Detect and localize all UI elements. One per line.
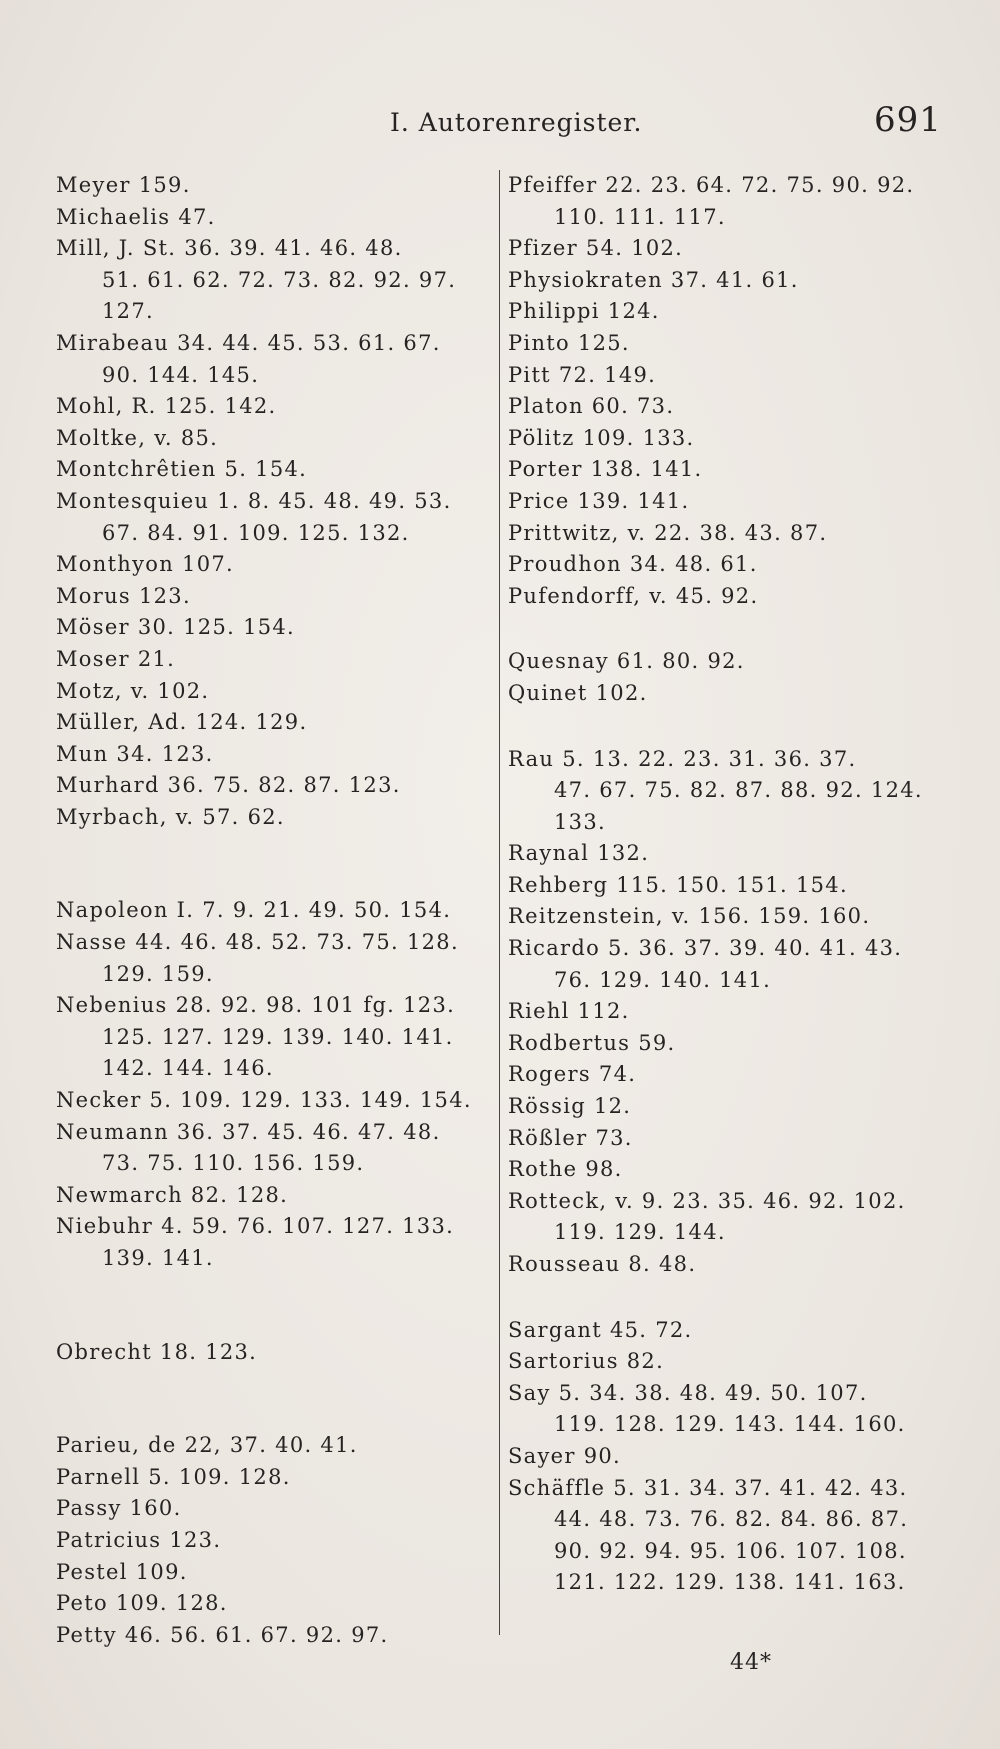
entry-line: Pfizer 54. 102. [508, 236, 684, 261]
index-entry [56, 927, 476, 990]
index-entry [56, 802, 476, 834]
entry-line: Quinet 102. [508, 680, 648, 705]
entry-line: Parieu, de 22, 37. 40. 41. [56, 1433, 358, 1458]
index-entry [56, 1620, 476, 1652]
entry-line: Newmarch 82. 128. [56, 1182, 289, 1207]
entry-line: Niebuhr 4. 59. 76. 107. 127. 133. [56, 1214, 455, 1239]
index-entry [508, 1346, 948, 1378]
entry-line: Moltke, v. 85. [56, 425, 219, 450]
entry-line: Philippi 124. [508, 299, 660, 324]
entry-line: 133. [554, 809, 606, 834]
section-gap [56, 1368, 476, 1430]
index-entry [508, 233, 948, 265]
index-entry [508, 1378, 948, 1441]
index-entry [56, 1211, 476, 1274]
index-entry [56, 1085, 476, 1117]
index-entry [508, 901, 948, 933]
entry-line: Napoleon I. 7. 9. 21. 49. 50. 154. [56, 898, 452, 923]
index-entry [508, 1249, 948, 1281]
index-entry [56, 454, 476, 486]
index-entry [56, 1462, 476, 1494]
entry-line: Rodbertus 59. [508, 1030, 676, 1055]
index-entry [508, 838, 948, 870]
entry-line: 119. 128. 129. 143. 144. 160. [554, 1412, 906, 1437]
index-entry [56, 990, 476, 1085]
index-entry [508, 423, 948, 455]
index-entry [508, 1091, 948, 1123]
index-entry [56, 707, 476, 739]
index-entry [508, 933, 948, 996]
index-entry [508, 870, 948, 902]
index-entry [508, 744, 948, 839]
index-entry [508, 1059, 948, 1091]
entry-line: Nebenius 28. 92. 98. 101 fg. 123. [56, 993, 456, 1018]
entry-line: Pinto 125. [508, 330, 630, 355]
entry-line: 51. 61. 62. 72. 73. 82. 92. 97. [102, 267, 457, 292]
index-entry [56, 1117, 476, 1180]
index-entry [56, 644, 476, 676]
index-entry [508, 1441, 948, 1473]
section-gap [56, 833, 476, 895]
entry-line: Sartorius 82. [508, 1349, 665, 1374]
entry-line: Pölitz 109. 133. [508, 425, 695, 450]
entry-line: Pitt 72. 149. [508, 362, 657, 387]
index-entry [56, 1493, 476, 1525]
entry-line: Mirabeau 34. 44. 45. 53. 61. 67. [56, 330, 441, 355]
entry-line: Mohl, R. 125. 142. [56, 394, 277, 419]
entry-line: Rousseau 8. 48. [508, 1252, 697, 1276]
entry-line: Price 139. 141. [508, 488, 690, 513]
entry-line: Sargant 45. 72. [508, 1317, 693, 1342]
entry-line: Moser 21. [56, 646, 176, 671]
entry-line: 47. 67. 75. 82. 87. 88. 92. 124. [554, 778, 923, 803]
index-entry [508, 1154, 948, 1186]
running-head: I. Autorenregister. [390, 108, 643, 137]
entry-line: Rößler 73. [508, 1125, 633, 1150]
entry-line: Rothe 98. [508, 1157, 623, 1182]
entry-line: Rössig 12. [508, 1094, 632, 1119]
entry-line: Möser 30. 125. 154. [56, 615, 296, 640]
entry-line: Reitzenstein, v. 156. 159. 160. [508, 904, 871, 929]
index-entry [56, 391, 476, 423]
index-entry [56, 423, 476, 455]
entry-line: Myrbach, v. 57. 62. [56, 804, 285, 829]
entry-line: Pufendorff, v. 45. 92. [508, 583, 759, 608]
entry-line: Peto 109. 128. [56, 1591, 228, 1616]
index-entry [508, 1315, 948, 1347]
entry-line: Obrecht 18. 123. [56, 1339, 258, 1364]
page-number: 691 [874, 100, 942, 140]
index-entry [508, 265, 948, 297]
index-entry [508, 1123, 948, 1155]
index-entry [56, 1557, 476, 1589]
entry-line: Monthyon 107. [56, 552, 234, 577]
entry-line: Pestel 109. [56, 1559, 188, 1584]
entry-line: 127. [102, 299, 154, 324]
entry-line: 73. 75. 110. 156. 159. [102, 1151, 365, 1176]
index-entry [508, 170, 948, 233]
entry-line: 139. 141. [102, 1246, 214, 1270]
entry-line: Müller, Ad. 124. 129. [56, 710, 308, 735]
entry-line: Platon 60. 73. [508, 394, 675, 419]
index-entry [56, 612, 476, 644]
section-gap [56, 1275, 476, 1337]
entry-line: Mun 34. 123. [56, 741, 214, 766]
index-entry [56, 1430, 476, 1462]
index-entry [56, 549, 476, 581]
index-entry [508, 486, 948, 518]
entry-line: 121. 122. 129. 138. 141. 163. [554, 1570, 906, 1595]
entry-line: Montchrêtien 5. 154. [56, 457, 308, 482]
left-column [56, 170, 476, 1651]
index-entry [56, 1525, 476, 1557]
right-column [508, 170, 948, 1599]
entry-line: Parnell 5. 109. 128. [56, 1464, 291, 1489]
index-entry [508, 518, 948, 550]
entry-line: Schäffle 5. 31. 34. 37. 41. 42. 43. [508, 1475, 908, 1500]
column-divider [499, 170, 500, 1635]
index-entry [56, 739, 476, 771]
section-gap [508, 710, 948, 744]
index-entry [56, 486, 476, 549]
index-entry [508, 1186, 948, 1249]
entry-line: Porter 138. 141. [508, 457, 703, 482]
entry-line: Raynal 132. [508, 841, 650, 866]
entry-line: Say 5. 34. 38. 48. 49. 50. 107. [508, 1380, 868, 1405]
index-entry [56, 170, 476, 202]
index-entry [508, 360, 948, 392]
entry-line: Rau 5. 13. 22. 23. 31. 36. 37. [508, 746, 857, 771]
entry-line: 129. 159. [102, 961, 214, 986]
entry-line: 119. 129. 144. [554, 1220, 726, 1245]
entry-line: 90. 144. 145. [102, 362, 260, 387]
index-entry [508, 996, 948, 1028]
entry-line: 44. 48. 73. 76. 82. 84. 86. 87. [554, 1507, 909, 1532]
entry-line: Petty 46. 56. 61. 67. 92. 97. [56, 1622, 389, 1647]
entry-line: Sayer 90. [508, 1443, 622, 1468]
index-entry [508, 1473, 948, 1599]
index-entry [508, 1028, 948, 1060]
entry-line: Rotteck, v. 9. 23. 35. 46. 92. 102. [508, 1188, 906, 1213]
entry-line: Morus 123. [56, 583, 191, 608]
index-entry [56, 770, 476, 802]
index-entry [56, 202, 476, 234]
entry-line: 90. 92. 94. 95. 106. 107. 108. [554, 1538, 907, 1563]
entry-line: Prittwitz, v. 22. 38. 43. 87. [508, 520, 828, 545]
entry-line: Quesnay 61. 80. 92. [508, 649, 745, 674]
index-entry [56, 1588, 476, 1620]
index-entry [508, 454, 948, 486]
entry-line: Neumann 36. 37. 45. 46. 47. 48. [56, 1119, 441, 1144]
entry-line: Rogers 74. [508, 1062, 637, 1087]
index-entry [508, 549, 948, 581]
entry-line: Michaelis 47. [56, 204, 216, 229]
entry-line: Riehl 112. [508, 999, 630, 1024]
entry-line: Motz, v. 102. [56, 678, 210, 703]
index-entry [56, 1180, 476, 1212]
section-gap [508, 612, 948, 646]
index-entry [56, 328, 476, 391]
entry-line: Meyer 159. [56, 173, 191, 197]
entry-line: 76. 129. 140. 141. [554, 967, 772, 992]
entry-line: Montesquieu 1. 8. 45. 48. 49. 53. [56, 488, 452, 513]
entry-line: Patricius 123. [56, 1527, 222, 1552]
entry-line: Necker 5. 109. 129. 133. 149. 154. [56, 1088, 472, 1113]
index-entry [56, 895, 476, 927]
entry-line: Ricardo 5. 36. 37. 39. 40. 41. 43. [508, 936, 903, 961]
index-entry [56, 676, 476, 708]
index-entry [56, 233, 476, 328]
entry-line: Rehberg 115. 150. 151. 154. [508, 872, 848, 897]
entry-line: 67. 84. 91. 109. 125. 132. [102, 520, 410, 545]
index-entry [508, 296, 948, 328]
index-entry [56, 1337, 476, 1369]
section-gap [508, 1281, 948, 1315]
index-entry [56, 581, 476, 613]
entry-line: 125. 127. 129. 139. 140. 141. [102, 1024, 454, 1049]
index-entry [508, 646, 948, 678]
signature-mark: 44* [730, 1650, 772, 1675]
entry-line: Mill, J. St. 36. 39. 41. 46. 48. [56, 236, 403, 261]
entry-line: 110. 111. 117. [554, 204, 726, 229]
entry-line: Physiokraten 37. 41. 61. [508, 267, 799, 292]
entry-line: Nasse 44. 46. 48. 52. 73. 75. 128. [56, 930, 459, 955]
entry-line: Murhard 36. 75. 82. 87. 123. [56, 773, 401, 798]
index-entry [508, 328, 948, 360]
entry-line: Passy 160. [56, 1496, 182, 1521]
entry-line: Pfeiffer 22. 23. 64. 72. 75. 90. 92. [508, 173, 915, 197]
index-entry [508, 678, 948, 710]
entry-line: Proudhon 34. 48. 61. [508, 552, 758, 577]
entry-line: 142. 144. 146. [102, 1056, 274, 1081]
index-entry [508, 391, 948, 423]
index-entry [508, 581, 948, 613]
